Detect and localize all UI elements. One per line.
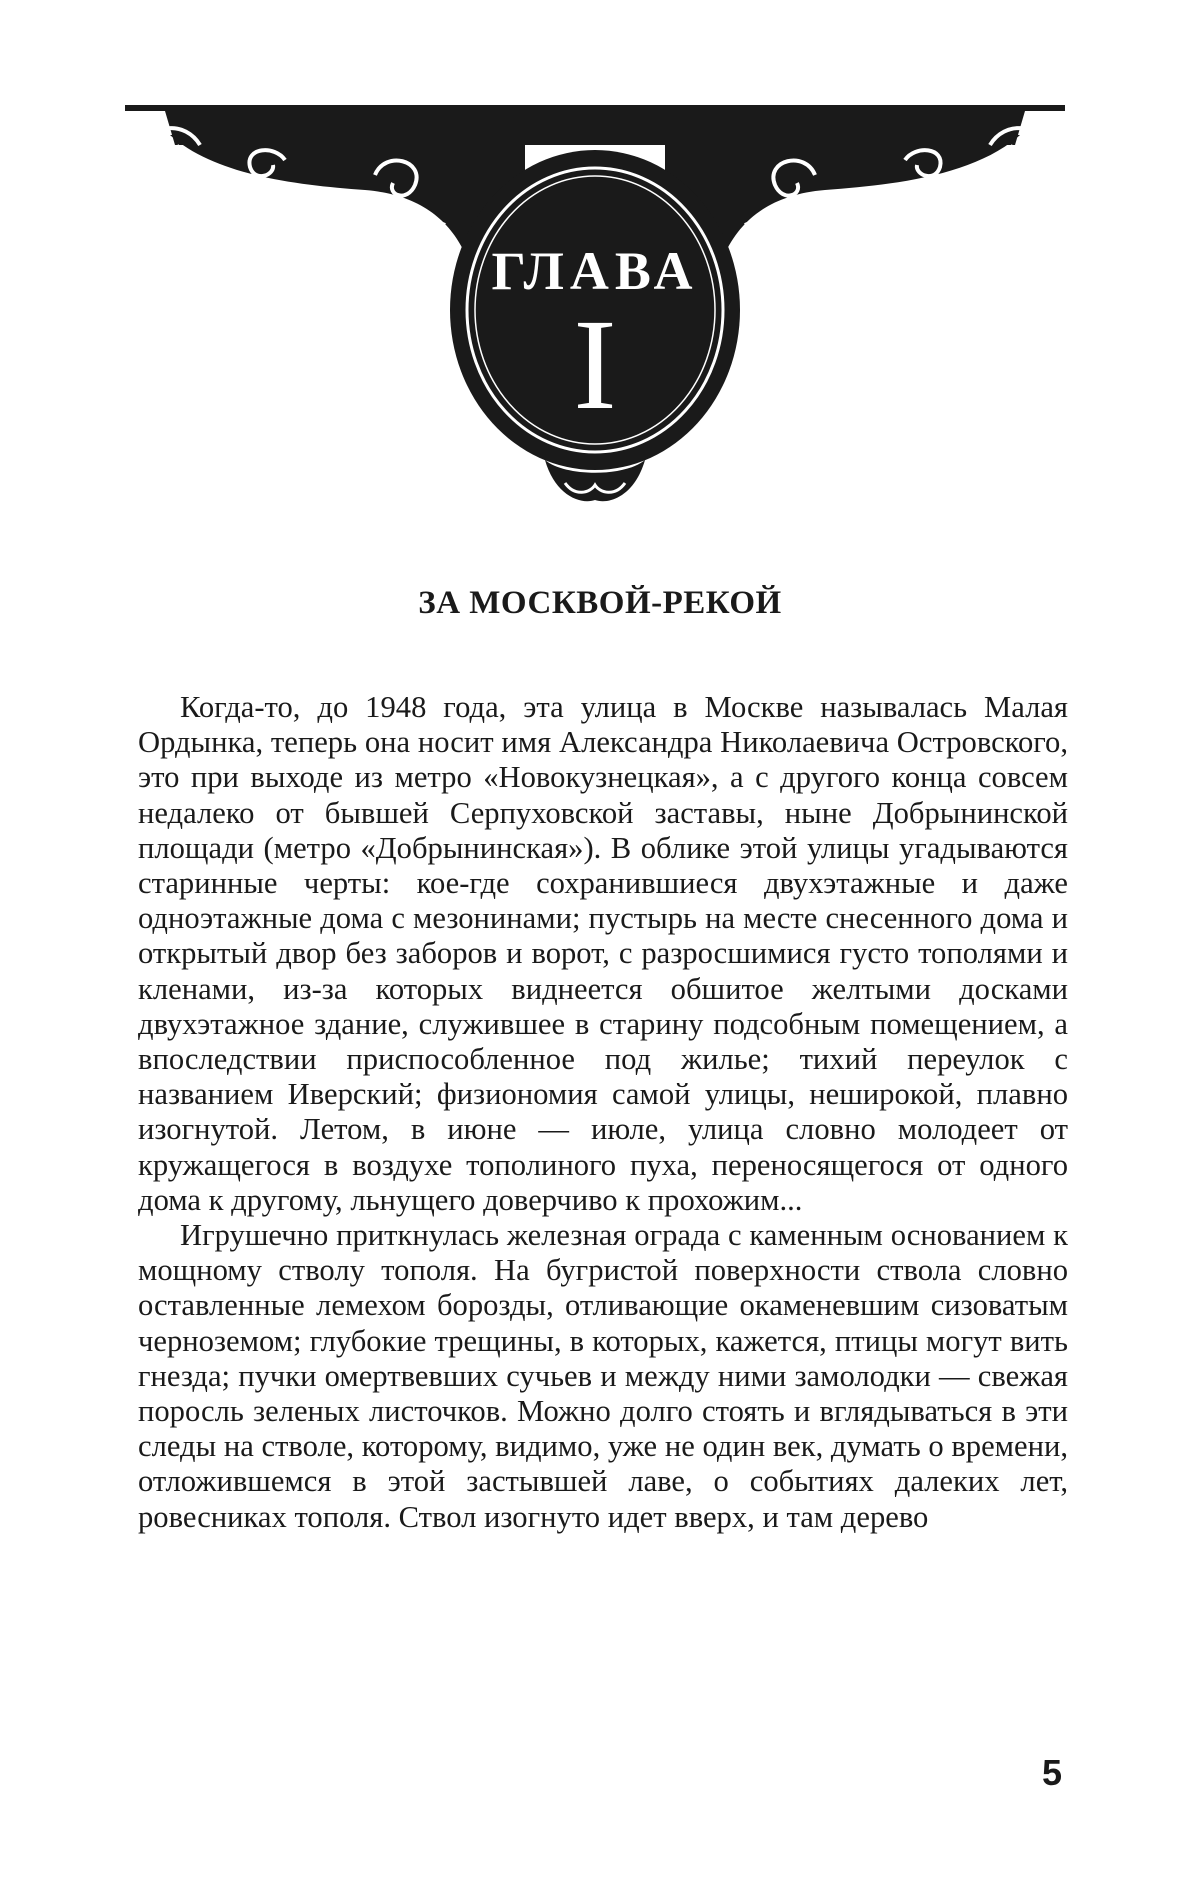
paragraph: Игрушечно приткнулась железная ограда с каменным основанием к мощному стволу тополя. На бугристой поверхности ствола словно оставленные лемехом борозды, отливающие окаменевшим сизоватым черноземом; глубокие трещины, в которых, кажется, птицы могут вить гнезда; пучки омертвевших сучьев и между ними замолодки — свежая поросль зеленых листочков. Можно долго стоять и вглядываться в эти следы на стволе, которому, видимо, уже не один век, думать о времени, отложившемся в этой застывшей лаве, о событиях далеких лет, ровесниках тополя. Ствол изогнуто идет вверх, и там дерево xyxy=(138,1218,1068,1534)
page-number: 5 xyxy=(1041,1752,1062,1793)
chapter-title: ЗА МОСКВОЙ-РЕКОЙ xyxy=(418,585,782,621)
body-text xyxy=(138,690,1068,1535)
chapter-label: ГЛАВА xyxy=(491,241,699,301)
chapter-number: I xyxy=(573,293,617,437)
paragraph: Когда-то, до 1948 года, эта улица в Москве называлась Малая Ордынка, теперь она носит имя Александра Николаевича Островского, это при выходе из метро «Новокузнецкая», а с другого конца совсем недалеко от бывшей Серпуховской заставы, ныне Добрынинской площади (метро «Добрынинская»). В облике этой улицы угадываются старинные черты: кое-где сохранившиеся двухэтажные и даже одноэтажные дома с мезонинами; пустырь на месте снесенного дома и открытый двор без заборов и ворот, с разросшимися густо тополями и кленами, из-за которых виднеется обшитое желтыми досками двухэтажное здание, служившее в старину подсобным помещением, а впоследствии приспособленное под жилье; тихий переулок с названием Иверский; физиономия самой улицы, неширокой, плавно изогнутой. Летом, в июне — июле, улица словно молодеет от кружащегося в воздухе тополиного пуха, переносящегося от одного дома к другому, льнущего доверчиво к прохожим... xyxy=(138,690,1068,1217)
